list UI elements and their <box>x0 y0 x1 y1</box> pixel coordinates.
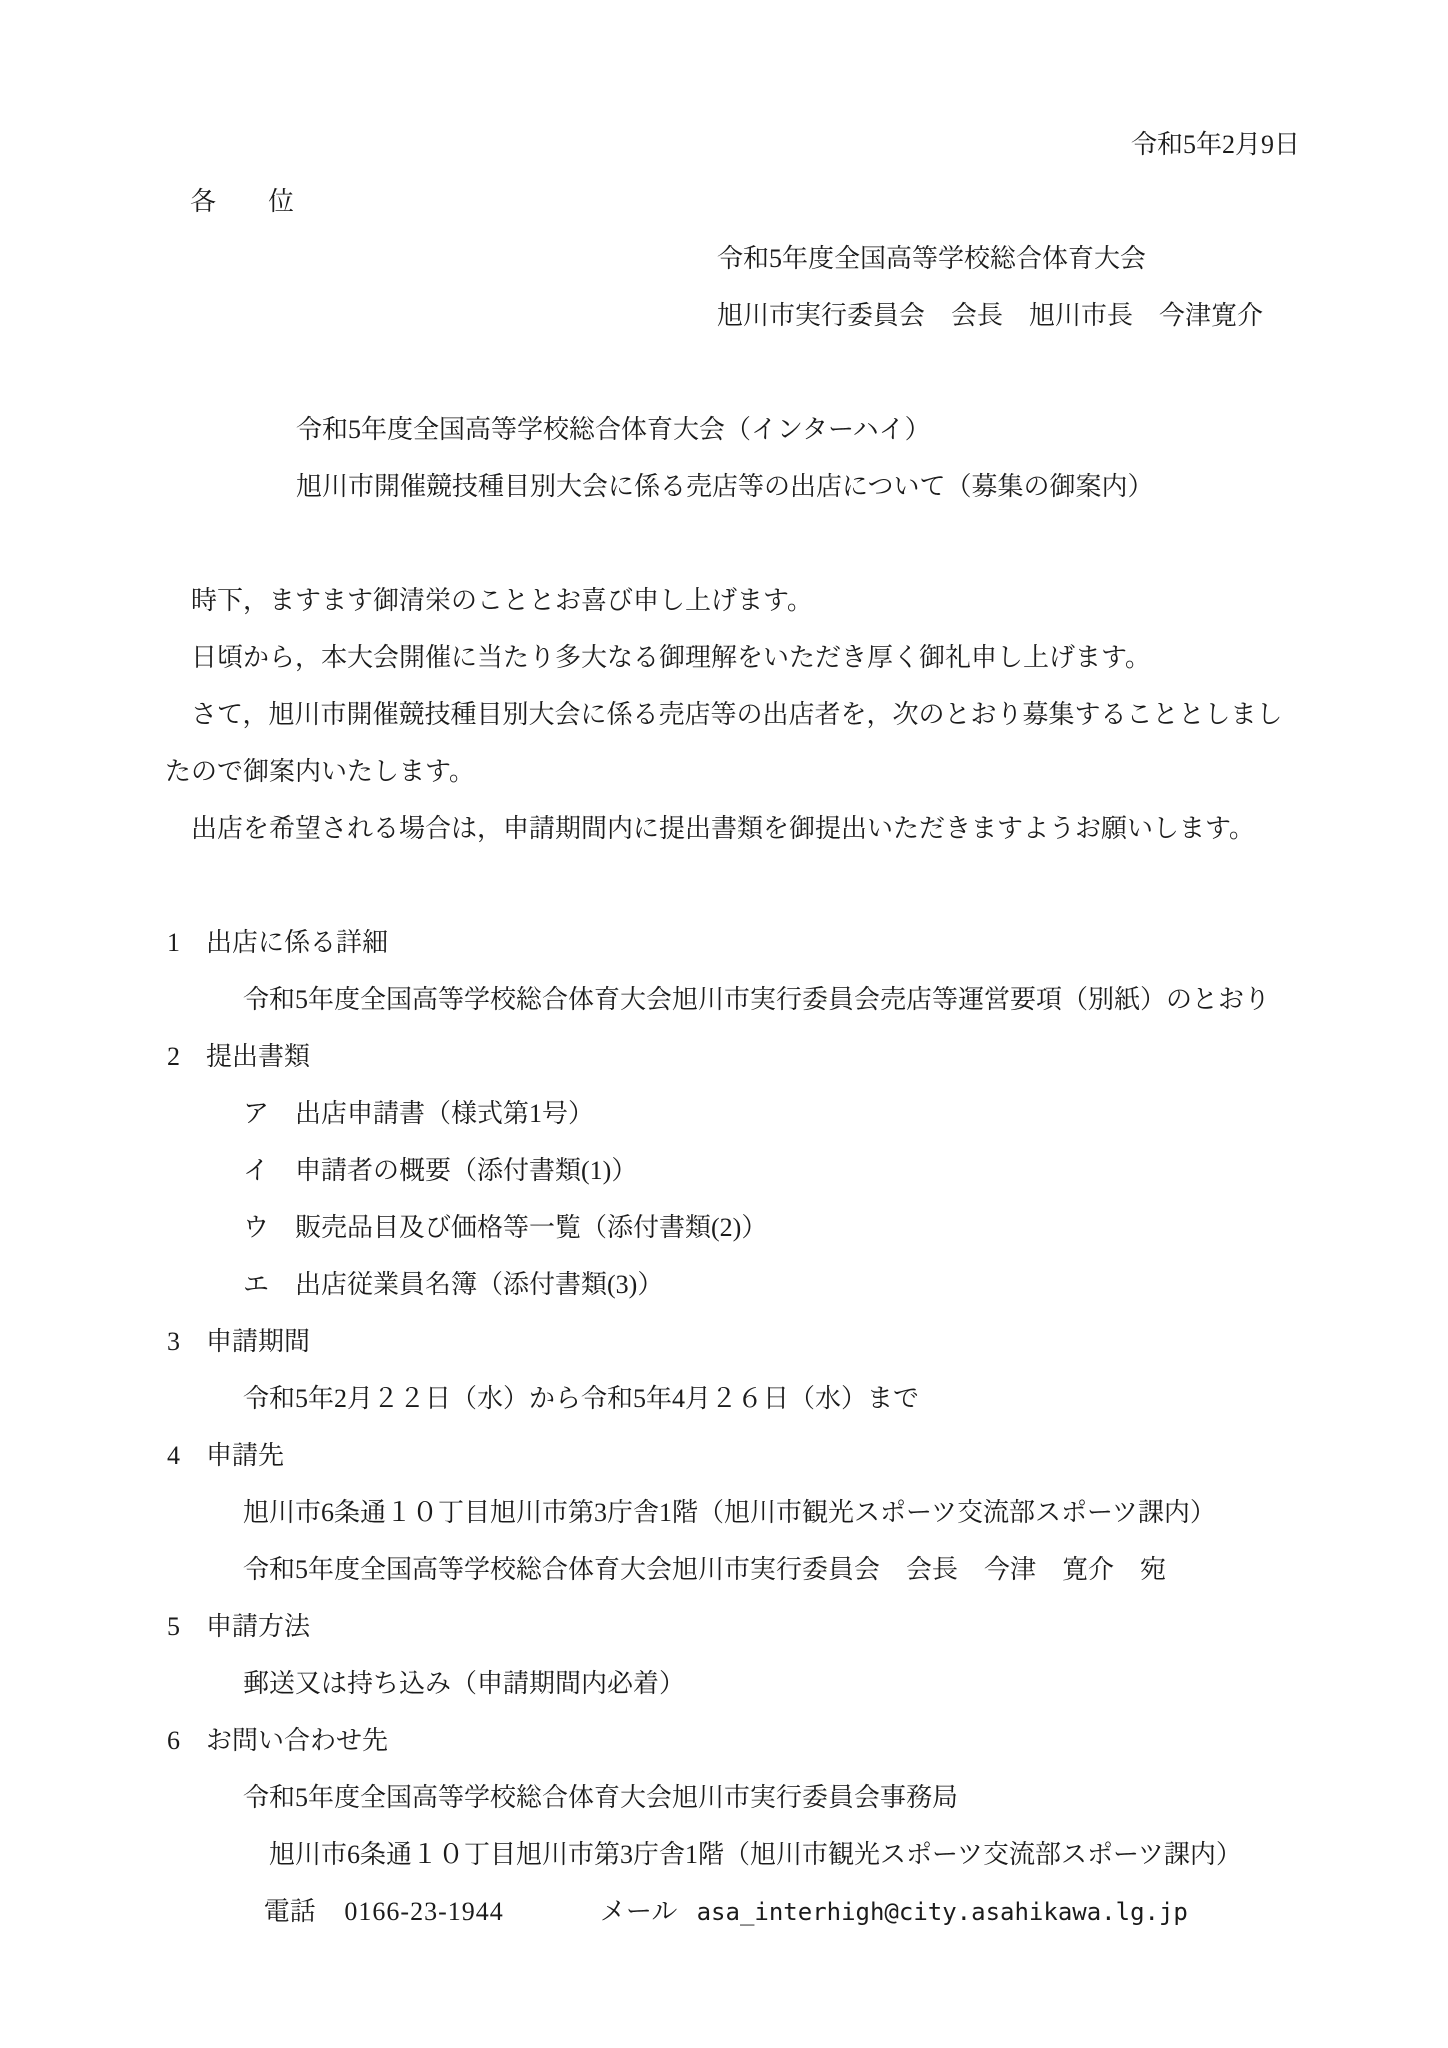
section-line: 令和5年度全国高等学校総合体育大会旭川市実行委員会 会長 今津 寛介 宛 <box>243 1555 1167 1584</box>
body-line: さて，旭川市開催競技種目別大会に係る売店等の出店者を，次のとおり募集することとしまし <box>191 700 1283 729</box>
section-line: 旭川市6条通１０丁目旭川市第3庁舎1階（旭川市観光スポーツ交流部スポーツ課内） <box>243 1498 1216 1527</box>
spacer <box>165 857 1308 914</box>
spacer <box>165 515 1308 572</box>
document-title-line1: 令和5年度全国高等学校総合体育大会（インターハイ） <box>296 415 931 444</box>
section-item: ア 出店申請書（様式第1号） <box>243 1099 595 1128</box>
contact-line <box>165 1883 1308 1940</box>
phone-label: 電話 <box>263 1897 316 1926</box>
section-item: イ 申請者の概要（添付書類(1)） <box>243 1156 638 1185</box>
body-line: たので御案内いたします。 <box>165 757 475 786</box>
section-heading: 3 申請期間 <box>167 1327 311 1356</box>
sender-chairman: 旭川市実行委員会 会長 旭川市長 今津寛介 <box>717 301 1264 330</box>
numbered-sections <box>165 914 1308 1883</box>
spacer <box>165 344 1308 401</box>
body-line: 日頃から，本大会開催に当たり多大なる御理解をいただき厚く御礼申し上げます。 <box>191 643 1151 672</box>
section-line: 令和5年度全国高等学校総合体育大会旭川市実行委員会事務局 <box>243 1783 959 1812</box>
phone-number: 0166-23-1944 <box>344 1897 504 1926</box>
body-paragraphs <box>165 572 1308 857</box>
section-heading: 6 お問い合わせ先 <box>167 1726 389 1755</box>
body-line: 出店を希望される場合は，申請期間内に提出書類を御提出いただきますようお願いします。 <box>191 814 1255 843</box>
section-heading: 5 申請方法 <box>167 1612 311 1641</box>
recipient: 各 位 <box>190 187 295 216</box>
email-address: asa_interhigh@city.asahikawa.lg.jp <box>696 1898 1188 1926</box>
section-line: 令和5年2月２２日（水）から令和5年4月２６日（水）まで <box>243 1384 920 1413</box>
email-label: メール <box>599 1897 678 1926</box>
section-item: エ 出店従業員名簿（添付書類(3)） <box>243 1270 664 1299</box>
document-title-line2: 旭川市開催競技種目別大会に係る売店等の出店について（募集の御案内） <box>296 472 1154 501</box>
section-line: 令和5年度全国高等学校総合体育大会旭川市実行委員会売店等運営要項（別紙）のとおり <box>243 985 1271 1014</box>
section-heading: 2 提出書類 <box>167 1042 311 1071</box>
section-heading: 1 出店に係る詳細 <box>167 928 389 957</box>
document-date: 令和5年2月9日 <box>1130 130 1300 159</box>
sender-organization: 令和5年度全国高等学校総合体育大会 <box>717 244 1147 273</box>
section-item: ウ 販売品目及び価格等一覧（添付書類(2)） <box>243 1213 768 1242</box>
section-line: 旭川市6条通１０丁目旭川市第3庁舎1階（旭川市観光スポーツ交流部スポーツ課内） <box>269 1840 1242 1869</box>
section-heading: 4 申請先 <box>167 1441 285 1470</box>
section-line: 郵送又は持ち込み（申請期間内必着） <box>243 1669 686 1698</box>
body-line: 時下，ますます御清栄のこととお喜び申し上げます。 <box>191 586 813 615</box>
